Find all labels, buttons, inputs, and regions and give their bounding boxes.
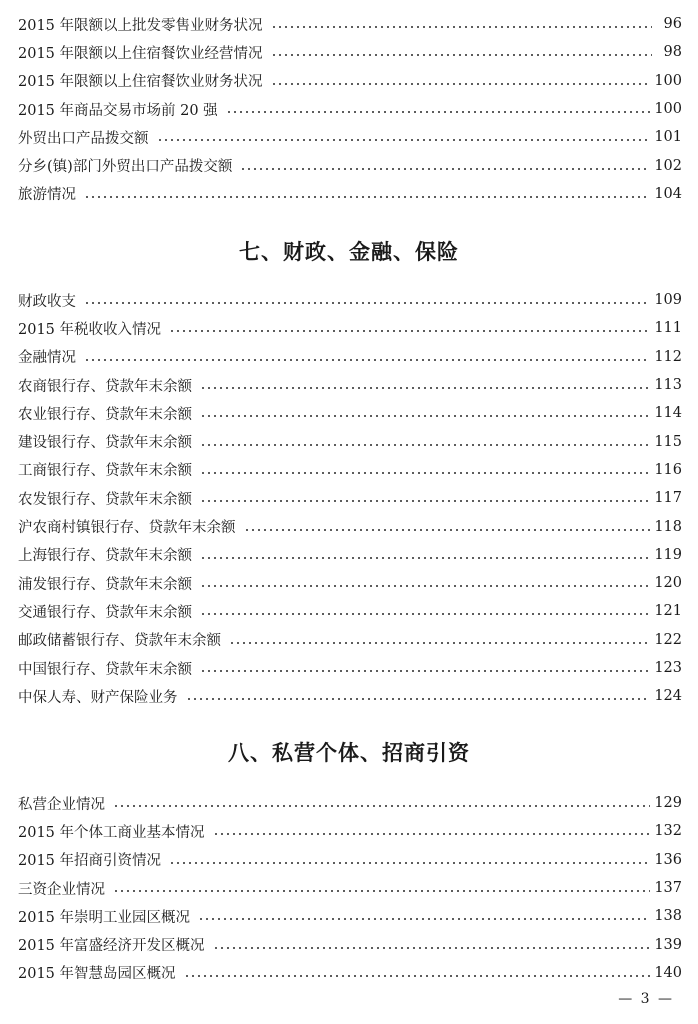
toc-list-private-business [18, 789, 682, 987]
toc-entry-page: 136 [654, 851, 682, 868]
toc-leader-dots [113, 890, 650, 892]
toc-leader-dots [84, 359, 650, 361]
toc-entry[interactable] [18, 569, 682, 597]
toc-entry-page: 119 [654, 546, 682, 563]
toc-leader-dots [200, 387, 650, 389]
page-number: — 3 — [618, 991, 674, 1007]
toc-entry-title: 中国银行存、贷款年末余额 [18, 661, 192, 678]
toc-entry-title: 浦发银行存、贷款年末余额 [18, 576, 192, 593]
toc-entry-page: 118 [654, 518, 682, 535]
toc-entry[interactable] [18, 427, 682, 455]
toc-leader-dots [113, 805, 650, 807]
toc-entry-page: 132 [654, 823, 682, 840]
toc-entry-page: 137 [654, 880, 682, 897]
toc-entry[interactable] [18, 654, 682, 682]
toc-entry-page: 102 [654, 157, 682, 174]
toc-entry[interactable] [18, 626, 682, 654]
toc-leader-dots [84, 196, 650, 198]
toc-entry-page: 124 [654, 688, 682, 705]
toc-entry-page: 109 [654, 292, 682, 309]
toc-leader-dots [271, 54, 652, 56]
toc-entry[interactable] [18, 512, 682, 540]
toc-entry-title: 外贸出口产品拨交额 [18, 130, 149, 147]
toc-entry-title: 2015 年招商引资情况 [18, 853, 162, 870]
toc-entry-title: 农业银行存、贷款年末余额 [18, 406, 192, 423]
toc-leader-dots [198, 918, 650, 920]
toc-entry-title: 中保人寿、财产保险业务 [18, 689, 178, 706]
toc-entry-page: 112 [654, 348, 682, 365]
toc-leader-dots [200, 415, 650, 417]
toc-leader-dots [213, 833, 651, 835]
toc-entry-title: 2015 年富盛经济开发区概况 [18, 938, 205, 955]
toc-entry[interactable] [18, 10, 682, 38]
toc-entry-title: 2015 年个体工商业基本情况 [18, 824, 205, 841]
toc-entry[interactable] [18, 682, 682, 710]
toc-entry[interactable] [18, 597, 682, 625]
toc-entry-page: 122 [654, 631, 682, 648]
toc-leader-dots [213, 947, 651, 949]
toc-entry[interactable] [18, 343, 682, 371]
toc-entry[interactable] [18, 789, 682, 817]
toc-entry-title: 财政收支 [18, 293, 76, 310]
toc-entry-title: 2015 年限额以上住宿餐饮业经营情况 [18, 45, 263, 62]
toc-entry-title: 2015 年税收收入情况 [18, 321, 162, 338]
toc-leader-dots [169, 862, 650, 864]
toc-entry-title: 旅游情况 [18, 187, 76, 204]
toc-entry[interactable] [18, 541, 682, 569]
toc-entry[interactable] [18, 180, 682, 208]
toc-entry-title: 金融情况 [18, 350, 76, 367]
toc-leader-dots [157, 139, 651, 141]
toc-list-continued [18, 10, 682, 208]
toc-entry[interactable] [18, 314, 682, 342]
toc-entry[interactable] [18, 371, 682, 399]
toc-list-finance [18, 286, 682, 710]
toc-entry[interactable] [18, 67, 682, 95]
toc-entry-page: 98 [663, 44, 682, 61]
toc-entry[interactable] [18, 846, 682, 874]
toc-entry-page: 140 [654, 964, 682, 981]
toc-leader-dots [200, 613, 650, 615]
toc-entry-page: 120 [654, 575, 682, 592]
toc-leader-dots [200, 557, 650, 559]
toc-entry-page: 96 [663, 16, 682, 33]
toc-entry-page: 129 [654, 795, 682, 812]
toc-entry-title: 工商银行存、贷款年末余额 [18, 463, 192, 480]
toc-leader-dots [200, 472, 650, 474]
toc-leader-dots [184, 975, 651, 977]
toc-entry[interactable] [18, 399, 682, 427]
toc-entry[interactable] [18, 38, 682, 66]
toc-entry-title: 农商银行存、贷款年末余额 [18, 378, 192, 395]
section-heading-private-business: 八、私营个体、招商引资 [228, 741, 470, 765]
section-heading-finance: 七、财政、金融、保险 [239, 240, 459, 264]
toc-entry-title: 交通银行存、贷款年末余额 [18, 604, 192, 621]
toc-entry-page: 111 [654, 320, 682, 337]
toc-entry[interactable] [18, 959, 682, 987]
toc-leader-dots [229, 642, 650, 644]
toc-entry-title: 沪农商村镇银行存、贷款年末余额 [18, 520, 236, 537]
toc-entry[interactable] [18, 484, 682, 512]
toc-entry-title: 私营企业情况 [18, 796, 105, 813]
toc-leader-dots [226, 111, 651, 113]
toc-entry-title: 2015 年限额以上批发零售业财务状况 [18, 17, 263, 34]
toc-entry-page: 115 [654, 433, 682, 450]
toc-entry-title: 建设银行存、贷款年末余额 [18, 435, 192, 452]
toc-entry-page: 138 [654, 908, 682, 925]
toc-entry-title: 2015 年限额以上住宿餐饮业财务状况 [18, 74, 263, 91]
toc-entry-page: 121 [654, 603, 682, 620]
toc-entry[interactable] [18, 456, 682, 484]
toc-entry[interactable] [18, 930, 682, 958]
toc-leader-dots [244, 529, 651, 531]
toc-leader-dots [84, 302, 650, 304]
toc-leader-dots [200, 444, 650, 446]
toc-entry[interactable] [18, 902, 682, 930]
toc-entry-page: 114 [654, 405, 682, 422]
toc-entry-title: 邮政储蓄银行存、贷款年末余额 [18, 633, 221, 650]
toc-entry-page: 104 [654, 185, 682, 202]
toc-leader-dots [169, 330, 650, 332]
toc-entry-title: 分乡(镇)部门外贸出口产品拨交额 [18, 159, 233, 176]
toc-entry-page: 113 [654, 377, 682, 394]
toc-entry-page: 101 [654, 129, 682, 146]
toc-leader-dots [271, 83, 651, 85]
toc-entry-page: 117 [654, 490, 682, 507]
toc-entry[interactable] [18, 95, 682, 123]
toc-entry[interactable] [18, 286, 682, 314]
toc-entry-title: 2015 年崇明工业园区概况 [18, 909, 191, 926]
toc-leader-dots [200, 500, 650, 502]
toc-entry[interactable] [18, 123, 682, 151]
toc-leader-dots [271, 26, 652, 28]
toc-entry[interactable] [18, 151, 682, 179]
toc-entry-title: 2015 年智慧岛园区概况 [18, 966, 176, 983]
toc-entry-page: 123 [654, 660, 682, 676]
toc-entry[interactable] [18, 817, 682, 845]
toc-entry-title: 2015 年商品交易市场前 20 强 [18, 102, 218, 119]
toc-entry-title: 三资企业情况 [18, 881, 105, 898]
toc-entry-page: 100 [654, 72, 682, 89]
toc-entry-page: 116 [654, 461, 682, 478]
toc-entry-title: 农发银行存、贷款年末余额 [18, 491, 192, 508]
toc-entry[interactable] [18, 874, 682, 902]
toc-entry-page: 139 [654, 936, 682, 953]
toc-leader-dots [240, 168, 650, 170]
toc-leader-dots [200, 670, 650, 672]
toc-leader-dots [186, 698, 651, 700]
toc-entry-title: 上海银行存、贷款年末余额 [18, 548, 192, 565]
toc-leader-dots [200, 585, 650, 587]
toc-entry-page: 100 [654, 101, 682, 118]
